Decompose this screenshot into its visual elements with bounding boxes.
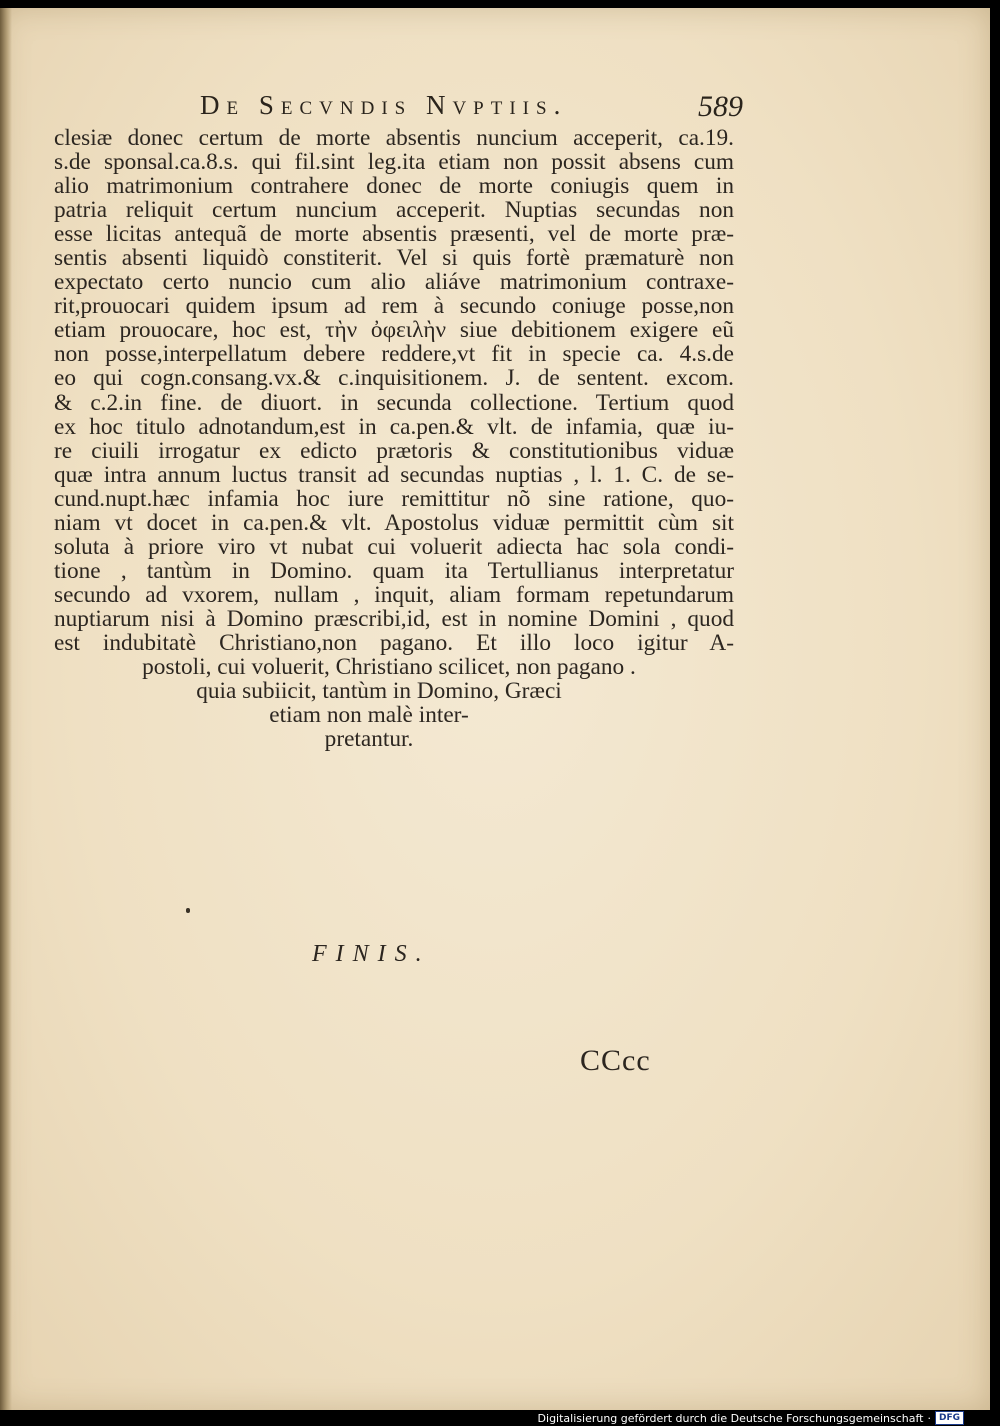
text-line: eo qui cogn.consang.vx.& c.inquisitionem. J. de sentent. excom. — [54, 365, 734, 392]
text-line: quæ intra annum luctus transit ad secundas nuptias , l. 1. C. de se- — [54, 461, 734, 488]
text-line: re ciuili irrogatur ex edicto prætoris & constitutionibus viduæ — [54, 437, 734, 464]
text-line: non posse,interpellatum debere reddere,vt fit in specie ca. 4.s.de — [54, 341, 734, 368]
text-line: & c.2.in fine. de diuort. in secunda collectione. Tertium quod — [54, 389, 734, 416]
text-line: ex hoc titulo adnotandum,est in ca.pen.& vlt. de infamia, quæ iu- — [54, 413, 734, 440]
credit-text: Digitalisierung gefördert durch die Deutsche Forschungsgemeinschaft — [537, 1411, 924, 1425]
text-line: cund.nupt.hæc infamia hoc iure remittitur nõ sine ratione, quo- — [54, 485, 734, 512]
text-line: rit,prouocari quidem ipsum ad rem à secundo coniuge posse,non — [54, 293, 734, 320]
dfg-logo-icon: DFG — [935, 1411, 964, 1425]
book-spine-edge — [0, 8, 12, 1410]
text-line: etiam prouocare, hoc est, τὴν ὀφειλὴν siue debitionem exigere eũ — [54, 317, 734, 344]
book-page — [0, 8, 990, 1410]
finis-label: FINIS. — [312, 941, 431, 967]
separator-dot: · — [927, 1411, 931, 1425]
text-line: quia subiicit, tantùm in Domino, Græci — [196, 678, 562, 705]
ink-speck — [186, 908, 190, 913]
text-line: est indubitatè Christiano,non pagano. Et illo loco igitur A- — [54, 629, 734, 656]
text-line: soluta à priore viro vt nubat cui voluerit adiecta hac sola condi- — [54, 533, 734, 560]
page-number: 589 — [698, 90, 743, 123]
body-text — [54, 126, 734, 751]
text-line: patria reliquit certum nuncium acceperit. Nuptias secundas non — [54, 197, 734, 224]
running-head: De Secvndis Nvptiis. — [200, 90, 568, 120]
text-line: s.de sponsal.ca.8.s. qui fil.sint leg.ita etiam non possit absens cum — [54, 149, 734, 176]
digitization-credit — [538, 1411, 964, 1425]
text-line: tione , tantùm in Domino. quam ita Tertullianus interpretatur — [54, 557, 734, 584]
text-line: nuptiarum nisi à Domino præscribi,id, est in nomine Domini , quod — [54, 605, 734, 632]
text-line: esse licitas antequã de morte absentis præsenti, vel de morte præ- — [54, 221, 734, 248]
text-line: secundo ad vxorem, nullam , inquit, aliam formam repetundarum — [54, 581, 734, 608]
text-line: clesiæ donec certum de morte absentis nuncium acceperit, ca.19. — [54, 125, 734, 151]
signature-mark: CCcc — [580, 1044, 651, 1077]
text-line: expectato certo nuncio cum alio aliáve matrimonium contraxe- — [54, 269, 734, 296]
text-line: alio matrimonium contrahere donec de morte coniugis quem in — [54, 173, 734, 200]
text-line: sentis absenti liquidò constiterit. Vel si quis fortè præmaturè non — [54, 245, 734, 272]
text-line: pretantur. — [324, 726, 414, 753]
text-line: niam vt docet in ca.pen.& vlt. Apostolus viduæ permittit cùm sit — [54, 509, 734, 536]
text-line: etiam non malè inter- — [269, 702, 469, 729]
text-line: postoli, cui voluerit, Christiano scilicet, non pagano . — [142, 654, 636, 681]
